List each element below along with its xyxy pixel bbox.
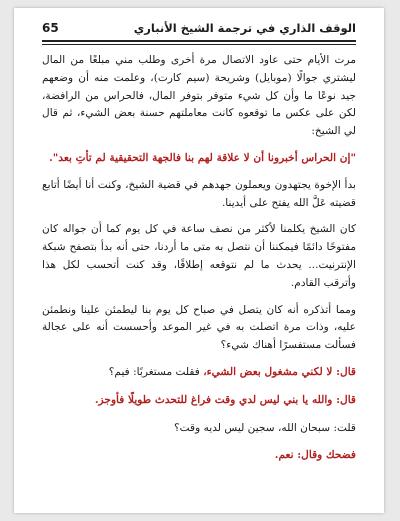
dialog-speech: قال: والله يا بني ليس لدي وقت فراغ للتحدث طويلًا فأوجز. — [94, 393, 356, 406]
quoted-statement: "إن الحراس أخبرونا أن لا علاقة لهم بنا فالجهة التحقيقية لم تأتِ بعد". — [49, 151, 356, 164]
book-page — [14, 8, 384, 513]
dialog-speech: فضحك وقال: نعم. — [274, 449, 356, 462]
paragraph: ومما أتذكره أنه كان يتصل في صباح كل يوم بنا ليطمئن علينا ونطمئن عليه، وذات مرة اتصلت به في غير الموعد وأحسست أنه على عجالة فسألت مستفسرًا أهناك شيء؟ — [42, 303, 356, 352]
dialog-narration: قلت: سبحان الله، سجين ليس لديه وقت؟ — [174, 421, 356, 434]
dialog-line — [42, 392, 356, 410]
dialog-narration: فقلت مستغربًا: فيم؟ — [108, 365, 204, 378]
paragraph: بدأ الإخوة يجتهدون ويعملون جهدهم في قضية الشيخ، وكنت أنا أيضًا أتابع قضيته عَلَّ الله يفتح على أيدينا. — [42, 178, 356, 209]
page-number: 65 — [42, 21, 59, 35]
running-header-title: الوقف الذاري في ترجمة الشيخ الأنباري — [133, 21, 356, 35]
dialog-speech: قال: لا لكني مشغول بعض الشيء، — [203, 365, 356, 378]
paragraph: كان الشيخ يكلمنا لأكثر من نصف ساعة في كل يوم كما أن جواله كان مفتوحًا دائمًا فيمكننا أن نتصل به متى ما أردنا، حتى أنه بدأ بتصفح شبكة الإنترنيت... يحدث ما لم نتوقعه إطلاقًا، وقد كنت أتحسب لكل هذا وأترقب القادم. — [42, 223, 356, 289]
body-text — [42, 52, 356, 475]
dialog-line — [42, 364, 356, 382]
dialog-line — [42, 447, 356, 465]
dialog-line — [42, 420, 356, 438]
paragraph: مرت الأيام حتى عاود الاتصال مرة أخرى وطلب مني مبلغًا من المال ليشتري جوالًا (موبايل) وشريحة (سيم كارت)، وعلمت منه أن وضعهم جيد نوعًا ما وأن كل شيء متوفر بتوفر المال، فالحراس من الرافضة، لكن على عكس ما توقعوه كانت معاملتهم حسنة بعض الشيء، ثم قال لي الشيخ: — [42, 54, 356, 138]
running-header — [42, 16, 356, 40]
header-rule — [42, 40, 356, 45]
